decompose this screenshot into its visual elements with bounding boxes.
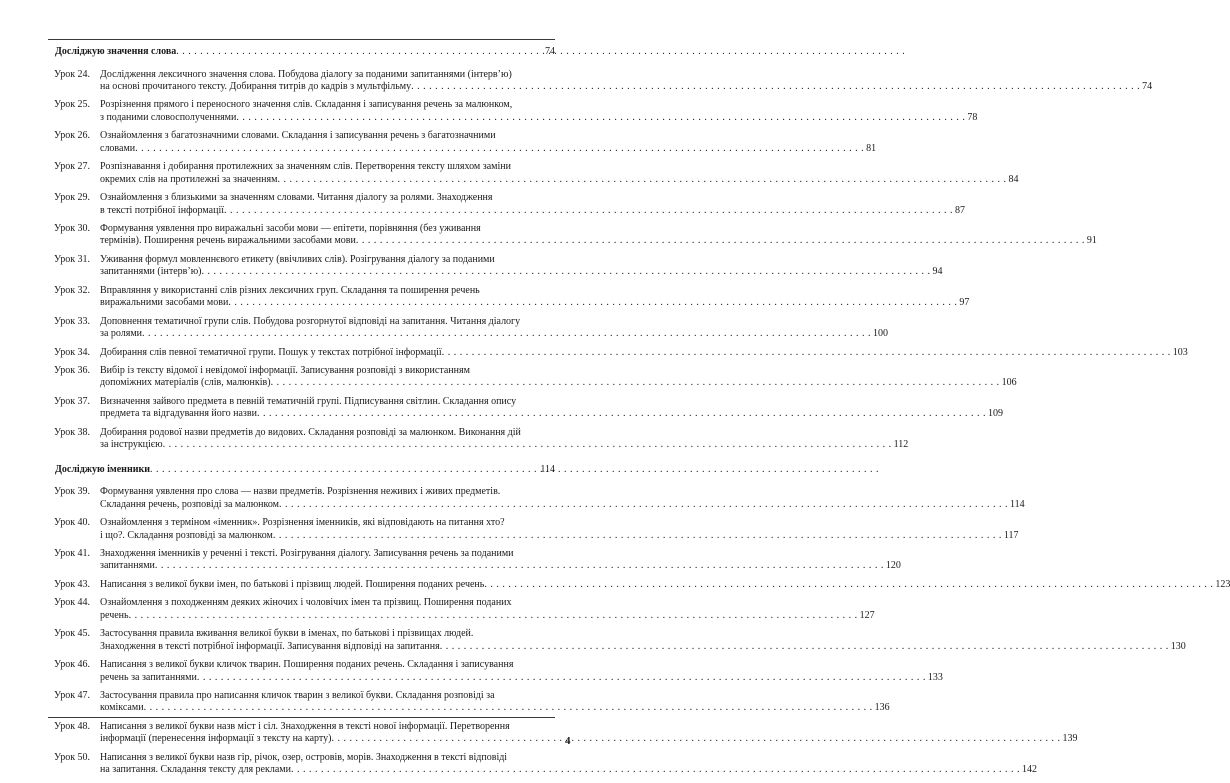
lesson-description [100,69,1152,94]
lesson-number: Урок 40. [54,517,91,529]
lesson-text-line: і що?. Складання розповіді за малюнком [100,529,273,541]
lesson-description [100,192,965,217]
dot-leader [142,328,871,341]
lesson-page-number: 139 [1062,733,1078,745]
top-rule [48,39,555,40]
lesson-text-line: Складання речень, розповіді за малюнком [100,498,279,510]
lesson-description [100,427,908,452]
lesson-description [100,254,943,279]
lesson-last-line [100,235,1097,248]
lesson-description [100,517,1019,542]
lesson-text-line: допоміжних матеріалів (слів, малюнків) [100,377,271,389]
lesson-last-line [100,764,1037,777]
lesson-number: Урок 34. [54,346,91,358]
lesson-number: Урок 47. [54,689,91,701]
lesson-text-line: Добирання слів певної тематичної групи. Пошук у текстах потрібної інформації [100,346,442,358]
dot-leader [257,408,986,421]
lesson-text-line: виражальними засобами мови [100,297,229,309]
toc-entry [48,689,890,715]
lesson-text-line: Доповнення тематичної групи слів. Побудова розгорнутої відповіді на запитання. Читання діалогу [100,315,521,327]
dot-leader [155,560,884,573]
toc-entry [48,315,889,341]
dot-leader [291,764,1020,777]
toc-entry [48,720,1078,746]
lesson-text-line: Розпізнавання і добирання протилежних за значенням слів. Перетворення тексту шляхом заміни [100,161,511,173]
section-title: Досліджую значення слова [55,46,177,57]
dot-leader [163,439,892,452]
lesson-number: Урок 41. [54,547,91,559]
lesson-text-line: за інструкцією [100,439,163,451]
toc-entry [48,628,1186,653]
lesson-description [100,161,1018,186]
lesson-text-line: Ознайомлення з близькими за значенням словами. Читання діалогу за ролями. Знаходження [100,192,493,204]
dot-leader [356,235,1085,248]
lesson-page-number: 106 [1001,377,1017,389]
toc-entry [48,284,970,310]
lesson-description [100,579,1230,592]
dot-leader [129,610,858,623]
lesson-text-line: запитаннями [100,560,155,572]
lesson-text-line: Написання з великої букви назв міст і сіл. Знаходження в тексті нової інформації. Перетворення [100,720,510,732]
dot-leader [228,297,957,310]
lesson-number: Урок 37. [54,395,91,407]
lesson-description [100,396,1003,421]
lesson-page-number: 74 [1142,81,1153,92]
lesson-last-line [100,205,965,218]
table-of-contents [48,46,1230,783]
dot-leader [271,377,1000,390]
lesson-text-line: Вибір із тексту відомої і невідомої інформації. Записування розповіді з використанням [100,364,470,376]
lesson-last-line [100,610,875,623]
lesson-last-line [100,408,1003,421]
lesson-last-line [100,266,943,279]
lesson-description [100,597,875,622]
lesson-page-number: 84 [1008,173,1019,185]
lesson-page-number: 103 [1172,346,1188,358]
lesson-text-line: Написання з великої букви назв гір, річок, озер, островів, морів. Знаходження в тексті відповіді [100,751,508,763]
lesson-page-number: 94 [932,266,943,278]
lesson-number: Урок 48. [54,720,91,732]
lesson-last-line [100,112,977,125]
toc-entry [48,346,1188,360]
lesson-text-line: Розрізнення прямого і переносного значення слів. Складання і записування речень за малюнком, [100,99,513,111]
lesson-page-number: 81 [866,142,877,154]
lesson-text-line: термінів). Поширення речень виражальними засобами мови [100,235,356,247]
lesson-last-line [100,672,943,685]
lesson-text-line: Добирання родової назви предметів до видових. Складання розповіді за малюнком. Виконання дій [100,426,521,438]
lesson-page-number: 114 [1010,498,1025,510]
lesson-page-number: 120 [885,560,901,572]
lesson-last-line [100,641,1186,654]
lesson-text-line: речень за запитаннями [100,671,197,683]
toc-entry [48,99,978,124]
lesson-description [100,316,888,341]
lesson-last-line [100,174,1018,187]
toc-entry [48,547,901,573]
dot-leader [279,499,1008,512]
lesson-text-line: Знаходження іменників у реченні і тексті. Розігрування діалогу. Записування речень за поданими [100,547,514,559]
toc-entry [48,578,1230,592]
lesson-text-line: Ознайомлення з багатозначними словами. Складання і записування речень з багатозначними [100,130,496,142]
dot-leader [273,530,1002,543]
lesson-description [100,285,969,310]
dot-leader [144,702,873,715]
lesson-last-line [100,347,1188,360]
lesson-last-line [100,560,901,573]
lesson-page-number: 133 [927,671,943,683]
lesson-number: Урок 30. [54,222,91,234]
lesson-number: Урок 39. [54,486,91,498]
dot-leader [236,112,965,125]
lesson-number: Урок 50. [54,751,91,763]
lesson-text-line: на запитання. Складання тексту для реклами [100,764,291,776]
lesson-page-number: 100 [873,328,889,340]
lesson-description [100,628,1186,653]
lesson-last-line [100,733,1077,746]
section-heading [48,46,555,59]
dot-leader [176,46,543,59]
lesson-text-line: в тексті потрібної інформації [100,204,224,216]
lesson-number: Урок 46. [54,659,91,671]
lesson-number: Урок 29. [54,192,91,204]
dot-leader [277,174,1006,187]
lesson-text-line: Застосування правила про написання кличок тварин з великої букви. Складання розповіді за [100,689,495,701]
lesson-page-number: 97 [959,297,970,309]
toc-entry [48,659,943,684]
lesson-text-line: Ознайомлення з походженням деяких жіночих і чоловічих імен та прізвищ. Поширення поданих [100,597,512,609]
lesson-text-line: Визначення зайвого предмета в певній тематичній групі. Підписування світлин. Складання опису [100,395,517,407]
lesson-page-number: 78 [967,111,978,123]
lesson-last-line [100,377,1017,390]
lesson-text-line: на основі прочитаного тексту. Добирання титрів до кадрів з мультфільму [100,81,412,92]
dot-leader [224,205,953,218]
lesson-number: Урок 33. [54,315,91,327]
lesson-description [100,223,1097,248]
lesson-description [100,752,1037,777]
dot-leader [484,579,1213,592]
lesson-last-line [100,439,908,452]
toc-entry [48,222,1097,248]
lesson-last-line [100,499,1025,512]
lesson-description [100,659,943,684]
dot-leader [440,641,1169,654]
lesson-page-number: 130 [1170,640,1186,652]
lesson-description [100,548,901,573]
lesson-last-line [100,297,969,310]
lesson-last-line [100,81,1152,94]
lesson-description [100,721,1077,746]
dot-leader [197,672,926,685]
lesson-text-line: Ознайомлення з терміном «іменник». Розрізнення іменників, які відповідають на питання хто? [100,517,505,529]
toc-entry [48,364,1017,390]
page-number: 4 [565,735,571,747]
toc-entry [48,395,1003,421]
lesson-number: Урок 27. [54,161,91,173]
lesson-text-line: Знаходження в тексті потрібної інформації. Записування відповіді на запитання [100,640,440,652]
lesson-number: Урок 36. [54,364,91,376]
lesson-text-line: Написання з великої букви кличок тварин. Поширення поданих речень. Складання і записування [100,659,514,671]
section-page-number: 114 [540,463,555,475]
toc-entry [48,517,1019,542]
lesson-text-line: Дослідження лексичного значення слова. Побудова діалогу за поданими запитаннями (інтерв’ю) [100,68,512,80]
toc-entry [48,130,877,155]
section-heading [48,464,555,477]
lesson-last-line [100,530,1019,543]
toc-entry [48,486,1025,511]
lesson-page-number: 136 [874,702,890,714]
dot-leader [331,733,1060,746]
lesson-text-line: Застосування правила вживання великої букви в іменах, по батькові і прізвищах людей. [100,628,474,640]
lesson-text-line: коміксами [100,702,144,714]
toc-entry [48,751,1037,777]
section-heading-line [48,464,555,477]
lesson-text-line: запитаннями (інтерв’ю) [100,266,202,278]
lesson-number: Урок 44. [54,597,91,609]
lesson-last-line [100,579,1230,592]
lesson-text-line: Написання з великої букви імен, по батькові і прізвищ людей. Поширення поданих речень [100,578,485,590]
lesson-text-line: Уживання формул мовленнєвого етикету (ввічливих слів). Розігрування діалогу за поданими [100,253,495,265]
section-title: Досліджую іменники [55,463,150,475]
section-heading-line [48,46,555,59]
lesson-text-line: словами [100,142,136,154]
lesson-page-number: 127 [859,609,875,621]
toc-entry [48,426,909,452]
lesson-page-number: 142 [1021,764,1037,776]
dot-leader [150,464,538,477]
lesson-text-line: Вправляння у використанні слів різних лексичних груп. Складання та поширення речень [100,284,480,296]
toc-entry [48,161,1019,186]
lesson-number: Урок 24. [54,68,91,80]
section-page-number: 74 [545,46,555,57]
lesson-text-line: Формування уявлення про слова — назви предметів. Розрізнення неживих і живих предметів. [100,486,501,498]
bottom-rule [48,717,555,718]
lesson-description [100,130,876,155]
dot-leader [442,347,1171,360]
lesson-last-line [100,702,890,715]
lesson-text-line: речень [100,609,129,621]
toc-entry [48,597,875,622]
lesson-description [100,486,1025,511]
lesson-page-number: 91 [1086,235,1097,247]
toc-entry [48,192,965,217]
lesson-description [100,347,1188,360]
lesson-number: Урок 45. [54,628,91,640]
lesson-number: Урок 25. [54,99,91,111]
dot-leader [202,266,931,279]
lesson-description [100,690,890,715]
lesson-page-number: 87 [955,204,965,216]
toc-entry [48,253,943,279]
lesson-number: Урок 32. [54,284,91,296]
lesson-text-line: Формування уявлення про виражальні засоби мови — епітети, порівняння (без уживання [100,222,481,234]
lesson-number: Урок 43. [54,578,91,590]
toc-entry [48,68,1153,94]
lesson-number: Урок 31. [54,253,91,265]
lesson-description [100,365,1017,390]
lesson-number: Урок 26. [54,130,91,142]
lesson-last-line [100,143,876,156]
lesson-text-line: окремих слів на протилежні за значенням [100,173,278,185]
lesson-description [100,99,977,124]
lesson-text-line: за ролями [100,328,143,340]
lesson-page-number: 117 [1003,529,1019,541]
lesson-text-line: інформації (перенесення інформації з тексту на карту) [100,733,332,745]
lesson-last-line [100,328,888,341]
lesson-text-line: предмета та відгадування його назви [100,408,257,420]
lesson-text-line: з поданими словосполученнями [100,111,237,123]
dot-leader [411,81,1140,94]
lesson-page-number: 112 [893,439,909,451]
dot-leader [135,143,864,156]
lesson-page-number: 109 [987,408,1003,420]
lesson-number: Урок 38. [54,426,91,438]
lesson-page-number: 123 [1215,578,1230,590]
